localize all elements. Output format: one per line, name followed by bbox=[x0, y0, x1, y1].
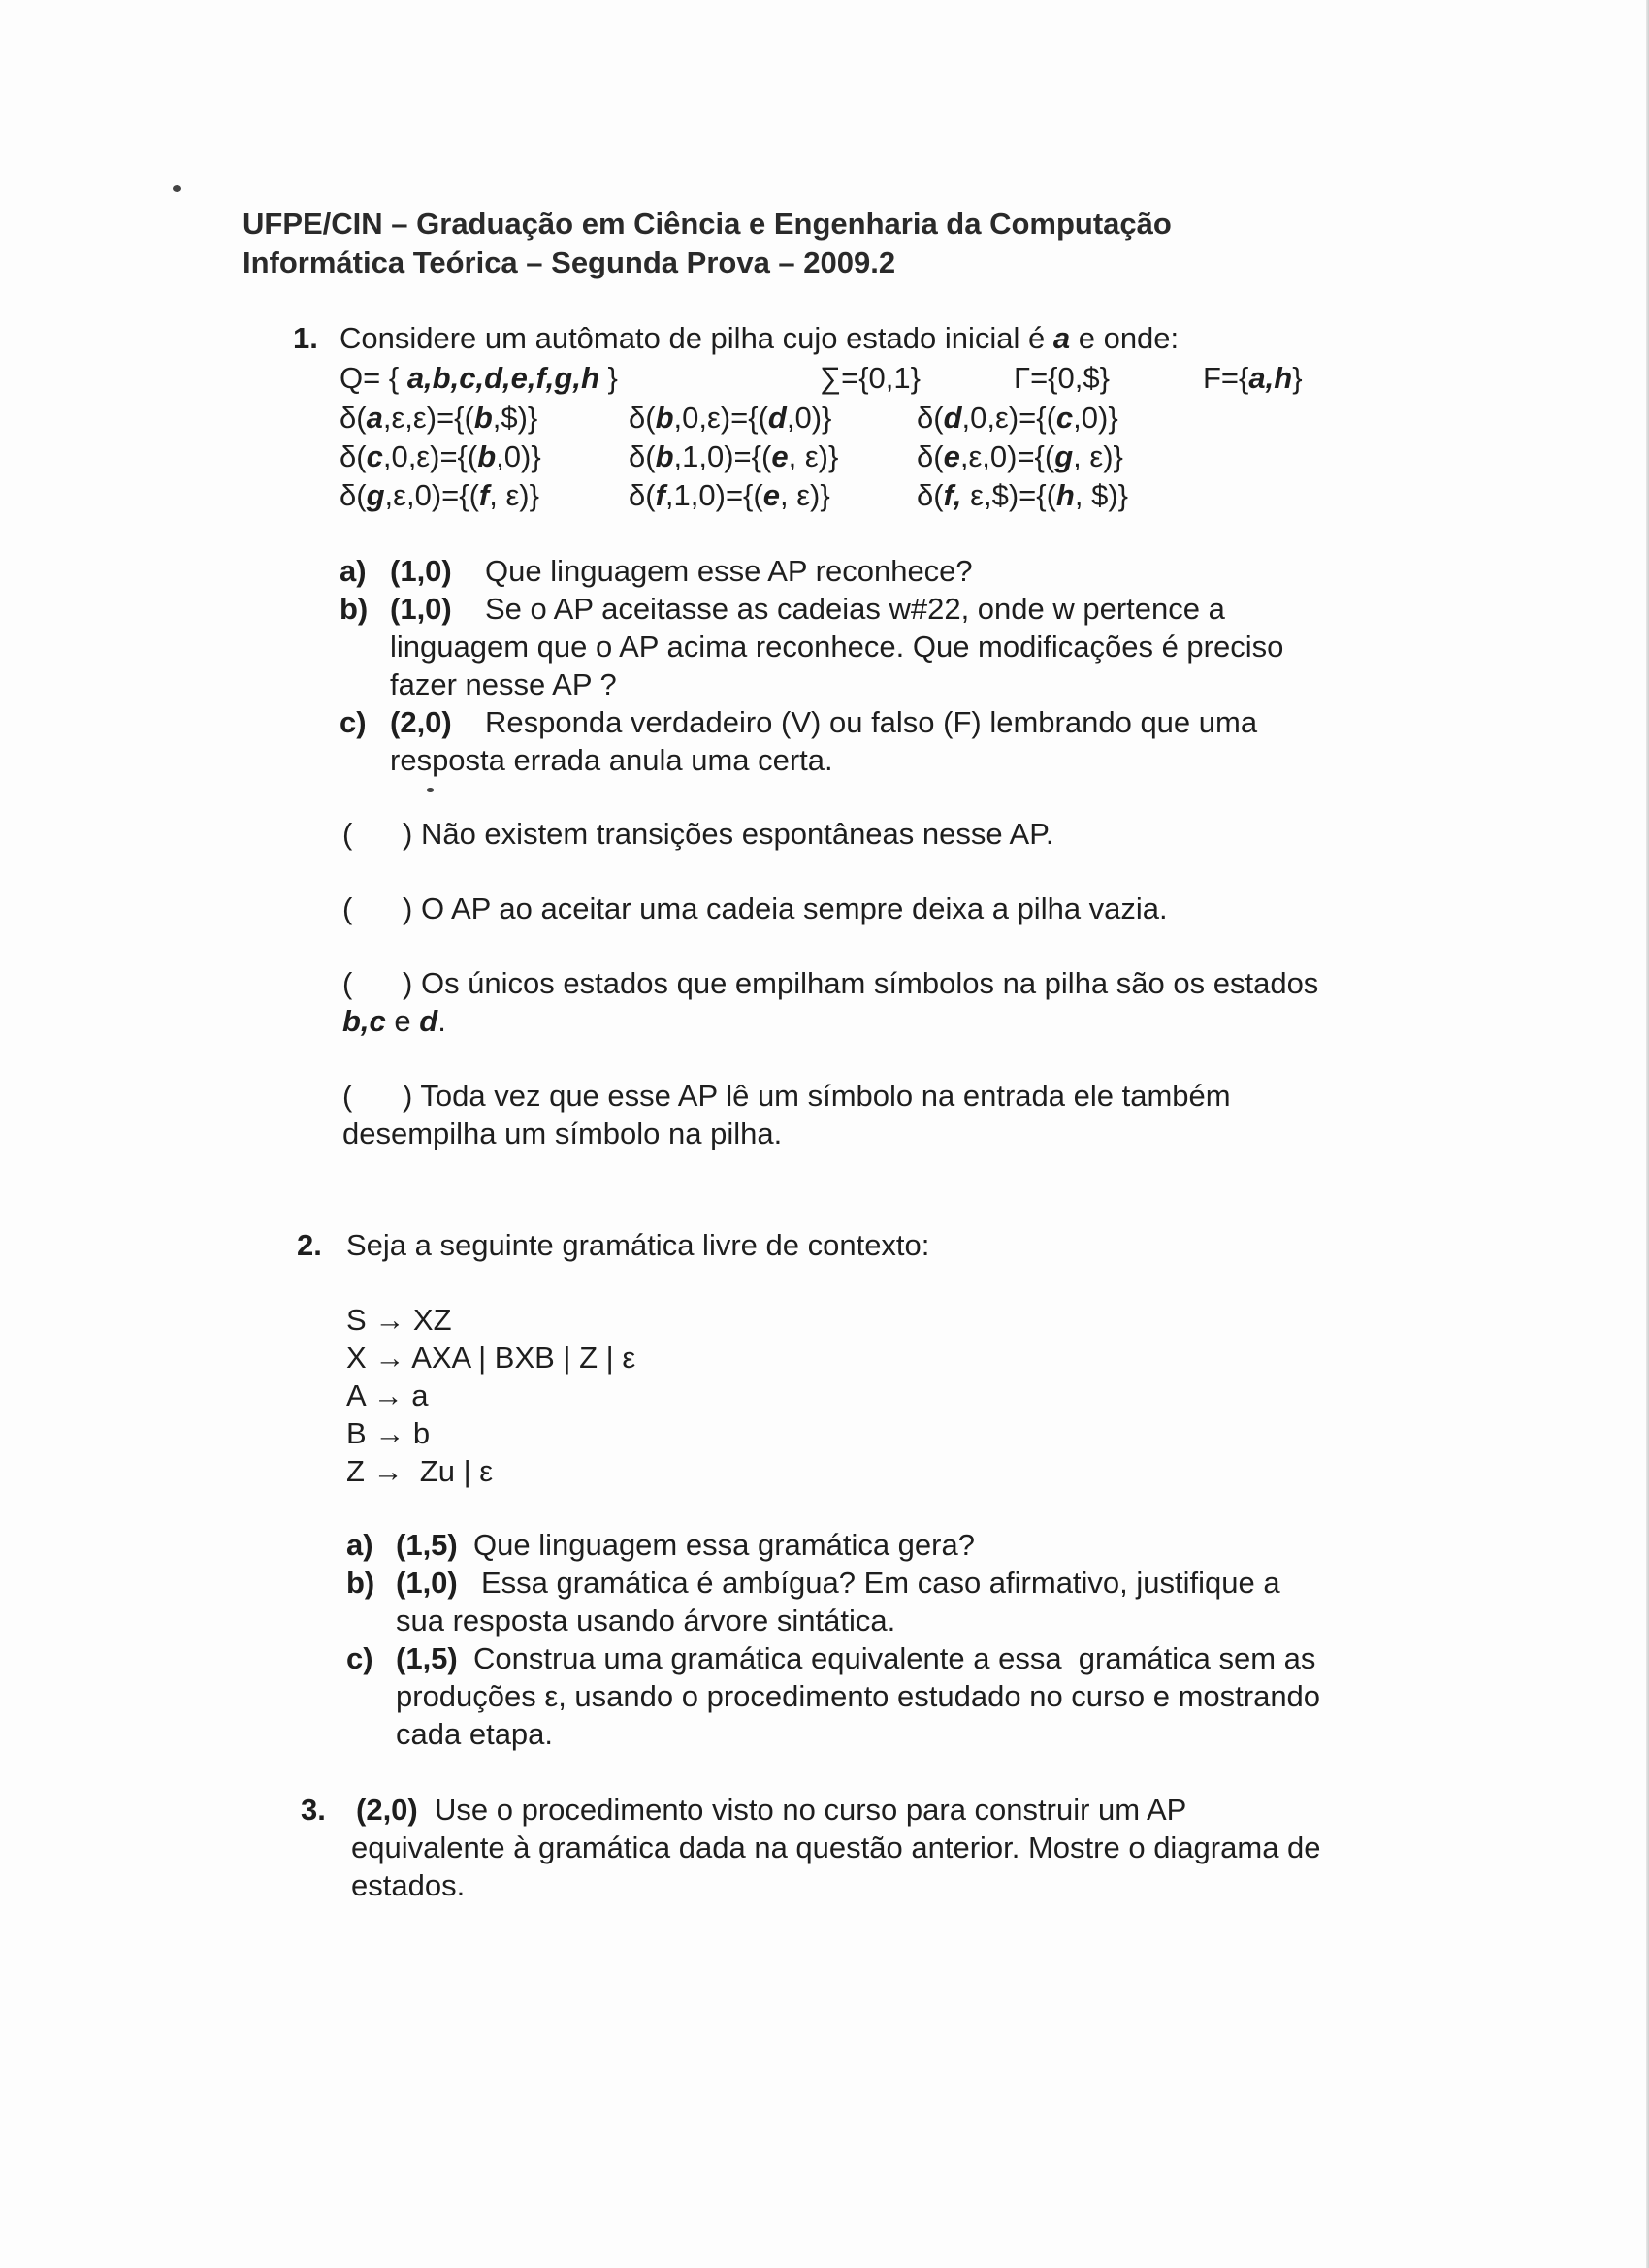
q1-final-states-list: a,h bbox=[1248, 361, 1293, 395]
grammar-rule: Z → Zu | ε bbox=[346, 1454, 494, 1488]
tf-text: Não existem transições espontâneas nesse AP. bbox=[420, 817, 1054, 851]
transition: δ(d,0,ε)={(c,0)} bbox=[917, 401, 1118, 435]
q1-item-letter: a) bbox=[340, 554, 367, 588]
ink-speck bbox=[173, 185, 181, 192]
transition: δ(f,1,0)={(e, ε)} bbox=[629, 478, 830, 512]
ink-speck bbox=[427, 788, 434, 792]
tf-statement bbox=[342, 964, 1318, 1002]
grammar-rule: X → AXA | BXB | Z | ε bbox=[346, 1341, 636, 1375]
q2-item-text: Construa uma gramática equivalente a essa gramática sem as bbox=[473, 1641, 1316, 1675]
q1-number: 1. bbox=[293, 321, 318, 355]
q1-item-score: (1,0) bbox=[390, 554, 452, 588]
tf-period: . bbox=[437, 1004, 446, 1038]
q3-number: 3. bbox=[301, 1793, 326, 1827]
tf-connector: e bbox=[394, 1004, 411, 1038]
q2-item-text: sua resposta usando árvore sintática. bbox=[396, 1604, 896, 1637]
grammar-rule: A → a bbox=[346, 1378, 429, 1412]
q1-item-text: fazer nesse AP ? bbox=[390, 667, 617, 701]
q2-item-score: (1,0) bbox=[396, 1566, 458, 1600]
tf-statement bbox=[342, 1077, 1231, 1115]
tf-answer-box[interactable]: ( ) bbox=[342, 891, 413, 925]
grammar-rule: S → XZ bbox=[346, 1303, 452, 1337]
header-exam-title: Informática Teórica – Segunda Prova – 2009.2 bbox=[242, 245, 896, 279]
q1-item-text: Responda verdadeiro (V) ou falso (F) lembrando que uma bbox=[485, 705, 1258, 739]
transition: δ(b,1,0)={(e, ε)} bbox=[629, 439, 839, 473]
q3-text: estados. bbox=[351, 1868, 466, 1902]
q1-item-score: (1,0) bbox=[390, 592, 452, 626]
transition: δ(f, ε,$)={(h, $)} bbox=[917, 478, 1129, 512]
q1-item-text: linguagem que o AP acima reconhece. Que modificações é preciso bbox=[390, 630, 1284, 664]
transition: δ(e,ε,0)={(g, ε)} bbox=[917, 439, 1123, 473]
q3-text: Use o procedimento visto no curso para construir um AP bbox=[435, 1793, 1187, 1827]
q1-item-score: (2,0) bbox=[390, 705, 452, 739]
tf-answer-box[interactable]: ( ) bbox=[342, 1079, 413, 1113]
q2-item-text: cada etapa. bbox=[396, 1717, 554, 1751]
q1-item-letter: c) bbox=[340, 705, 367, 739]
header-institution: UFPE/CIN – Graduação em Ciência e Engenharia da Computação bbox=[242, 207, 1172, 241]
tf-statement-continued: desempilha um símbolo na pilha. bbox=[342, 1117, 783, 1150]
q1-state-set-prefix: Q= { bbox=[340, 361, 400, 395]
q1-state-set-states: a,b,c,d,e,f,g,h bbox=[406, 361, 599, 395]
tf-state-d: d bbox=[419, 1004, 438, 1038]
q1-item-text: resposta errada anula uma certa. bbox=[390, 743, 833, 777]
q1-stack-alphabet: Γ={0,$} bbox=[1014, 361, 1110, 395]
tf-statement bbox=[342, 890, 1168, 927]
grammar-rule: B → b bbox=[346, 1416, 431, 1450]
tf-text: Toda vez que esse AP lê um símbolo na entrada ele também bbox=[420, 1079, 1231, 1113]
tf-statement-continued bbox=[342, 1002, 446, 1040]
q3-score: (2,0) bbox=[356, 1793, 418, 1827]
q1-intro-text: Considere um autômato de pilha cujo estado inicial é bbox=[340, 321, 1046, 355]
q2-item-text: Que linguagem essa gramática gera? bbox=[473, 1528, 975, 1562]
q1-final-states bbox=[1203, 359, 1303, 397]
tf-answer-box[interactable]: ( ) bbox=[342, 817, 413, 851]
q2-item-letter: a) bbox=[346, 1528, 373, 1562]
transition: δ(b,0,ε)={(d,0)} bbox=[629, 401, 832, 435]
transition: δ(c,0,ε)={(b,0)} bbox=[340, 439, 541, 473]
q2-item-letter: b) bbox=[346, 1566, 375, 1600]
tf-text: O AP ao aceitar uma cadeia sempre deixa a pilha vazia. bbox=[420, 891, 1168, 925]
q2-item-text: produções ε, usando o procedimento estudado no curso e mostrando bbox=[396, 1679, 1321, 1713]
q2-number: 2. bbox=[297, 1228, 322, 1262]
q2-item-score: (1,5) bbox=[396, 1641, 458, 1675]
q1-final-prefix: F={ bbox=[1203, 361, 1249, 395]
tf-states-bc: b,c bbox=[342, 1004, 386, 1038]
q1-intro-end: e onde: bbox=[1078, 321, 1180, 355]
tf-answer-box[interactable]: ( ) bbox=[342, 966, 413, 1000]
q3-text: equivalente à gramática dada na questão anterior. Mostre o diagrama de bbox=[351, 1831, 1321, 1864]
tf-text: Os únicos estados que empilham símbolos na pilha são os estados bbox=[420, 966, 1319, 1000]
q2-intro: Seja a seguinte gramática livre de contexto: bbox=[346, 1228, 930, 1262]
q1-initial-state: a bbox=[1052, 321, 1071, 355]
q1-item-letter: b) bbox=[340, 592, 369, 626]
q1-item-text: Se o AP aceitasse as cadeias w#22, onde w pertence a bbox=[485, 592, 1225, 626]
tf-statement bbox=[342, 815, 1054, 853]
q1-intro bbox=[340, 319, 1179, 357]
q1-item-text: Que linguagem esse AP reconhece? bbox=[485, 554, 973, 588]
q1-final-suffix: } bbox=[1292, 361, 1303, 395]
q1-state-set-suffix: } bbox=[607, 361, 618, 395]
q2-item-text: Essa gramática é ambígua? Em caso afirmativo, justifique a bbox=[481, 1566, 1280, 1600]
q2-item-letter: c) bbox=[346, 1641, 373, 1675]
q1-state-set bbox=[340, 359, 618, 397]
q2-item-score: (1,5) bbox=[396, 1528, 458, 1562]
q1-input-alphabet: ∑={0,1} bbox=[820, 361, 922, 395]
transition: δ(g,ε,0)={(f, ε)} bbox=[340, 478, 539, 512]
transition: δ(a,ε,ε)={(b,$)} bbox=[340, 401, 538, 435]
